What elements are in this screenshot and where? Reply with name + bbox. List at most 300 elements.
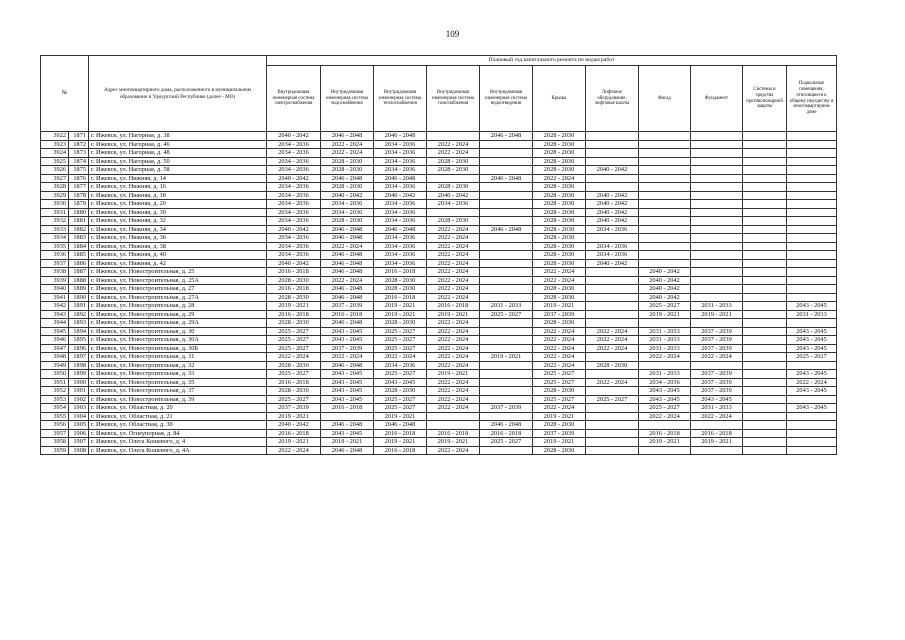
repair-period-cell: 2028 - 2030: [533, 225, 586, 234]
repair-period-cell: 2046 - 2048: [321, 421, 374, 430]
repair-schedule-table: [40, 55, 837, 455]
repair-period-cell: [743, 242, 787, 251]
repair-period-cell: 2016 - 2018: [374, 293, 427, 302]
repair-period-cell: 2043 - 2045: [787, 404, 837, 413]
repair-period-cell: 2043 - 2045: [787, 387, 837, 396]
column-header-work-type: Подвальные помещения, относящиеся к общему имуществу в многоквартирном доме: [787, 66, 837, 132]
repair-period-cell: 2040 - 2042: [267, 225, 321, 234]
repair-period-cell: [480, 319, 533, 328]
repair-period-cell: 2016 - 2018: [374, 268, 427, 277]
repair-period-cell: 2043 - 2045: [787, 302, 837, 311]
row-number: 3936: [41, 251, 69, 260]
repair-period-cell: 2034 - 2036: [374, 234, 427, 243]
repair-period-cell: 2028 - 2030: [533, 140, 586, 149]
repair-period-cell: 2043 - 2045: [639, 395, 691, 404]
repair-period-cell: 2022 - 2024: [427, 149, 480, 158]
repair-period-cell: 2028 - 2030: [374, 319, 427, 328]
repair-period-cell: [586, 157, 639, 166]
repair-period-cell: 2034 - 2036: [374, 166, 427, 175]
repair-period-cell: 2016 - 2018: [691, 429, 743, 438]
repair-period-cell: 2040 - 2042: [267, 132, 321, 141]
repair-period-cell: [480, 276, 533, 285]
repair-period-cell: 2028 - 2030: [427, 183, 480, 192]
building-address: г. Ижевск, ул. Олега Кошевого, д. 4А: [89, 446, 267, 455]
repair-period-cell: [743, 412, 787, 421]
repair-period-cell: [691, 200, 743, 209]
registry-number: 1896: [69, 344, 89, 353]
repair-period-cell: [586, 234, 639, 243]
repair-period-cell: [787, 225, 837, 234]
row-number: 3943: [41, 310, 69, 319]
repair-period-cell: 2025 - 2027: [374, 327, 427, 336]
repair-period-cell: 2022 - 2024: [533, 344, 586, 353]
repair-period-cell: 2025 - 2027: [374, 344, 427, 353]
repair-period-cell: [691, 361, 743, 370]
building-address: г. Ижевск, ул. Нагорная, д. 38: [89, 132, 267, 141]
repair-period-cell: 2022 - 2024: [427, 268, 480, 277]
repair-period-cell: [639, 421, 691, 430]
repair-period-cell: 2028 - 2030: [533, 191, 586, 200]
page-number: 109: [445, 29, 460, 39]
repair-period-cell: 2016 - 2018: [480, 429, 533, 438]
repair-period-cell: 2028 - 2030: [533, 446, 586, 455]
repair-period-cell: 2037 - 2039: [533, 429, 586, 438]
repair-period-cell: 2028 - 2030: [533, 387, 586, 396]
repair-period-cell: [787, 183, 837, 192]
repair-period-cell: [586, 421, 639, 430]
repair-period-cell: [480, 166, 533, 175]
repair-period-cell: 2043 - 2045: [321, 395, 374, 404]
repair-period-cell: 2043 - 2045: [321, 370, 374, 379]
registry-number: 1899: [69, 370, 89, 379]
repair-period-cell: [586, 310, 639, 319]
row-number: 3926: [41, 166, 69, 175]
building-address: г. Ижевск, ул. Новостроительная, д. 25: [89, 268, 267, 277]
table-row: [41, 353, 837, 362]
repair-period-cell: [639, 208, 691, 217]
registry-number: 1908: [69, 446, 89, 455]
repair-period-cell: 2028 - 2030: [321, 166, 374, 175]
repair-period-cell: 2046 - 2048: [374, 225, 427, 234]
repair-period-cell: 2034 - 2036: [374, 361, 427, 370]
building-address: г. Ижевск, ул. Новостроительная, д. 28: [89, 302, 267, 311]
repair-period-cell: [743, 319, 787, 328]
table-row: [41, 234, 837, 243]
repair-period-cell: [480, 140, 533, 149]
repair-period-cell: 2022 - 2024: [533, 361, 586, 370]
building-address: г. Ижевск, ул. Нижняя, д. 38: [89, 242, 267, 251]
repair-period-cell: 2022 - 2024: [427, 446, 480, 455]
repair-period-cell: 2034 - 2036: [267, 183, 321, 192]
repair-period-cell: 2028 - 2030: [374, 276, 427, 285]
repair-period-cell: 2037 - 2039: [267, 404, 321, 413]
repair-period-cell: [787, 174, 837, 183]
repair-period-cell: [586, 404, 639, 413]
repair-period-cell: 2022 - 2024: [427, 242, 480, 251]
repair-period-cell: [586, 387, 639, 396]
repair-period-cell: 2022 - 2024: [533, 404, 586, 413]
repair-period-cell: 2034 - 2036: [267, 191, 321, 200]
repair-period-cell: [743, 183, 787, 192]
table-row: [41, 327, 837, 336]
repair-period-cell: 2034 - 2036: [586, 242, 639, 251]
repair-period-cell: 2019 - 2021: [691, 438, 743, 447]
repair-period-cell: [586, 438, 639, 447]
repair-period-cell: [743, 157, 787, 166]
repair-period-cell: 2034 - 2036: [267, 251, 321, 260]
repair-period-cell: 2034 - 2036: [267, 217, 321, 226]
repair-period-cell: 2025 - 2027: [480, 438, 533, 447]
repair-period-cell: 2016 - 2018: [267, 310, 321, 319]
repair-period-cell: 2034 - 2036: [267, 140, 321, 149]
repair-period-cell: 2025 - 2027: [374, 336, 427, 345]
registry-number: 1905: [69, 421, 89, 430]
repair-period-cell: 2028 - 2030: [533, 208, 586, 217]
row-number: 3931: [41, 208, 69, 217]
repair-period-cell: [787, 251, 837, 260]
building-address: г. Ижевск, ул. Олега Кошевого, д. 4: [89, 438, 267, 447]
repair-period-cell: 2022 - 2024: [533, 353, 586, 362]
table-row: [41, 183, 837, 192]
table-row: [41, 217, 837, 226]
building-address: г. Ижевск, ул. Новостроительная, д. 30А: [89, 336, 267, 345]
repair-period-cell: [639, 225, 691, 234]
repair-period-cell: 2046 - 2048: [480, 421, 533, 430]
repair-period-cell: [743, 404, 787, 413]
column-header-work-type: Внутридомовая инженерная система газоснабжения: [427, 66, 480, 132]
repair-period-cell: [480, 183, 533, 192]
column-header-work-type: Фундамент: [691, 66, 743, 132]
repair-period-cell: [691, 174, 743, 183]
repair-period-cell: [480, 200, 533, 209]
repair-period-cell: 2022 - 2024: [691, 353, 743, 362]
row-number: 3953: [41, 395, 69, 404]
repair-period-cell: 2019 - 2021: [267, 412, 321, 421]
repair-period-cell: 2037 - 2039: [480, 404, 533, 413]
repair-period-cell: [743, 387, 787, 396]
repair-period-cell: [480, 361, 533, 370]
repair-period-cell: 2040 - 2042: [639, 293, 691, 302]
repair-period-cell: 2040 - 2042: [586, 217, 639, 226]
registry-number: 1895: [69, 336, 89, 345]
repair-period-cell: 2025 - 2027: [639, 302, 691, 311]
repair-period-cell: 2028 - 2030: [267, 319, 321, 328]
column-header-work-type: Лифтовое оборудование, лифтовые шахты: [586, 66, 639, 132]
table-row: [41, 429, 837, 438]
repair-period-cell: 2043 - 2045: [639, 387, 691, 396]
registry-number: 1889: [69, 285, 89, 294]
repair-period-cell: [787, 200, 837, 209]
column-header-work-type: Внутридомовая инженерная система водоотведения: [480, 66, 533, 132]
column-header-work-type: Крыша: [533, 66, 586, 132]
repair-period-cell: 2022 - 2024: [586, 344, 639, 353]
repair-period-cell: [691, 259, 743, 268]
repair-period-cell: 2046 - 2048: [321, 361, 374, 370]
repair-period-cell: 2025 - 2027: [586, 395, 639, 404]
repair-period-cell: 2022 - 2024: [639, 353, 691, 362]
repair-period-cell: [586, 429, 639, 438]
repair-period-cell: 2046 - 2048: [321, 132, 374, 141]
row-number: 3939: [41, 276, 69, 285]
repair-period-cell: 2031 - 2033: [639, 344, 691, 353]
repair-period-cell: 2034 - 2036: [374, 242, 427, 251]
repair-period-cell: 2028 - 2030: [533, 319, 586, 328]
repair-period-cell: 2016 - 2018: [321, 404, 374, 413]
repair-period-cell: 2022 - 2024: [427, 344, 480, 353]
repair-period-cell: [787, 268, 837, 277]
repair-period-cell: 2046 - 2048: [321, 319, 374, 328]
repair-period-cell: 2025 - 2027: [639, 404, 691, 413]
registry-number: 1903: [69, 404, 89, 413]
repair-period-cell: 2040 - 2042: [586, 191, 639, 200]
repair-period-cell: [787, 438, 837, 447]
repair-period-cell: [743, 395, 787, 404]
table-row: [41, 395, 837, 404]
repair-period-cell: [427, 412, 480, 421]
building-address: г. Ижевск, ул. Нижняя, д. 32: [89, 217, 267, 226]
repair-period-cell: 2046 - 2048: [321, 174, 374, 183]
repair-period-cell: [427, 132, 480, 141]
row-number: 3934: [41, 234, 69, 243]
repair-period-cell: 2034 - 2036: [267, 242, 321, 251]
repair-period-cell: [639, 132, 691, 141]
repair-period-cell: [691, 149, 743, 158]
repair-period-cell: 2037 - 2039: [321, 344, 374, 353]
registry-number: 1871: [69, 132, 89, 141]
registry-number: 1876: [69, 174, 89, 183]
table-row: [41, 251, 837, 260]
repair-period-cell: [480, 387, 533, 396]
repair-period-cell: 2040 - 2042: [267, 174, 321, 183]
table-row: [41, 157, 837, 166]
repair-period-cell: [691, 183, 743, 192]
repair-period-cell: 2043 - 2045: [321, 336, 374, 345]
table-row: [41, 208, 837, 217]
repair-period-cell: 2028 - 2030: [533, 421, 586, 430]
repair-period-cell: 2034 - 2036: [374, 157, 427, 166]
repair-period-cell: 2025 - 2027: [374, 370, 427, 379]
repair-period-cell: [743, 429, 787, 438]
repair-period-cell: [586, 293, 639, 302]
repair-period-cell: [480, 285, 533, 294]
repair-period-cell: [691, 191, 743, 200]
repair-period-cell: 2022 - 2024: [533, 327, 586, 336]
repair-period-cell: 2022 - 2024: [321, 149, 374, 158]
repair-period-cell: 2025 - 2027: [374, 404, 427, 413]
repair-period-cell: 2031 - 2033: [691, 302, 743, 311]
building-address: г. Ижевск, ул. Новостроительная, д. 37: [89, 387, 267, 396]
column-header-work-type: Внутридомовая инженерная система водоснабжения: [321, 66, 374, 132]
repair-period-cell: 2028 - 2030: [374, 285, 427, 294]
repair-period-cell: 2040 - 2042: [639, 285, 691, 294]
repair-period-cell: 2028 - 2030: [267, 293, 321, 302]
repair-period-cell: [691, 293, 743, 302]
table-row: [41, 310, 837, 319]
repair-period-cell: 2028 - 2030: [533, 259, 586, 268]
repair-period-cell: 2019 - 2021: [321, 438, 374, 447]
row-number: 3937: [41, 259, 69, 268]
repair-period-cell: 2022 - 2024: [427, 387, 480, 396]
repair-period-cell: 2046 - 2048: [321, 446, 374, 455]
repair-period-cell: 2037 - 2039: [691, 387, 743, 396]
repair-period-cell: [787, 285, 837, 294]
repair-period-cell: 2025 - 2027: [533, 395, 586, 404]
row-number: 3933: [41, 225, 69, 234]
repair-period-cell: 2025 - 2027: [267, 344, 321, 353]
table-row: [41, 174, 837, 183]
repair-period-cell: [586, 302, 639, 311]
repair-period-cell: [586, 183, 639, 192]
repair-period-cell: 2022 - 2024: [691, 412, 743, 421]
repair-period-cell: 2028 - 2030: [321, 183, 374, 192]
building-address: г. Ижевск, ул. Новостроительная, д. 25А: [89, 276, 267, 285]
repair-period-cell: 2046 - 2048: [321, 234, 374, 243]
repair-period-cell: [480, 344, 533, 353]
repair-period-cell: [743, 166, 787, 175]
repair-period-cell: 2019 - 2021: [480, 353, 533, 362]
repair-period-cell: 2034 - 2036: [586, 225, 639, 234]
repair-period-cell: [691, 276, 743, 285]
repair-period-cell: 2022 - 2024: [586, 327, 639, 336]
repair-period-cell: 2016 - 2018: [267, 429, 321, 438]
repair-period-cell: 2028 - 2030: [533, 293, 586, 302]
repair-period-cell: 2037 - 2039: [691, 370, 743, 379]
registry-number: 1886: [69, 259, 89, 268]
building-address: г. Ижевск, ул. Нижняя, д. 36: [89, 234, 267, 243]
repair-period-cell: 2019 - 2021: [533, 302, 586, 311]
row-number: 3952: [41, 387, 69, 396]
table-row: [41, 438, 837, 447]
repair-period-cell: [743, 361, 787, 370]
repair-period-cell: [787, 217, 837, 226]
repair-period-cell: 2022 - 2024: [267, 446, 321, 455]
repair-period-cell: [480, 208, 533, 217]
repair-period-cell: 2028 - 2030: [267, 276, 321, 285]
repair-period-cell: [639, 166, 691, 175]
building-address: г. Ижевск, ул. Нагорная, д. 58: [89, 166, 267, 175]
repair-period-cell: 2040 - 2042: [267, 421, 321, 430]
column-group-header-plan-year: Плановый год капитального ремонта по видам работ: [267, 56, 837, 66]
repair-period-cell: 2022 - 2024: [787, 378, 837, 387]
building-address: г. Ижевск, ул. Нижняя, д. 18: [89, 191, 267, 200]
repair-period-cell: 2043 - 2045: [787, 336, 837, 345]
repair-period-cell: 2028 - 2030: [533, 251, 586, 260]
repair-period-cell: 2022 - 2024: [427, 140, 480, 149]
column-header-work-type: Фасад: [639, 66, 691, 132]
repair-period-cell: 2028 - 2030: [374, 387, 427, 396]
repair-period-cell: 2028 - 2030: [427, 217, 480, 226]
row-number: 3923: [41, 140, 69, 149]
row-number: 3938: [41, 268, 69, 277]
repair-period-cell: [480, 395, 533, 404]
repair-period-cell: [743, 208, 787, 217]
building-address: г. Ижевск, ул. Областная, д. 30: [89, 421, 267, 430]
repair-period-cell: 2022 - 2024: [267, 353, 321, 362]
repair-period-cell: [743, 259, 787, 268]
repair-period-cell: [787, 259, 837, 268]
repair-period-cell: [691, 234, 743, 243]
repair-period-cell: 2025 - 2027: [787, 353, 837, 362]
repair-period-cell: 2022 - 2024: [586, 378, 639, 387]
repair-period-cell: 2046 - 2048: [321, 259, 374, 268]
registry-number: 1887: [69, 268, 89, 277]
repair-period-cell: [743, 336, 787, 345]
repair-period-cell: [480, 234, 533, 243]
repair-period-cell: 2034 - 2036: [374, 208, 427, 217]
registry-number: 1880: [69, 208, 89, 217]
registry-number: 1893: [69, 319, 89, 328]
repair-period-cell: 2019 - 2021: [374, 310, 427, 319]
repair-period-cell: [787, 149, 837, 158]
row-number: 3929: [41, 191, 69, 200]
repair-period-cell: [743, 191, 787, 200]
repair-period-cell: [639, 251, 691, 260]
building-address: г. Ижевск, ул. Новостроительная, д. 30Б: [89, 344, 267, 353]
repair-period-cell: 2043 - 2045: [374, 378, 427, 387]
repair-period-cell: [691, 319, 743, 328]
repair-period-cell: [743, 200, 787, 209]
repair-period-cell: 2028 - 2030: [533, 234, 586, 243]
table-row: [41, 225, 837, 234]
repair-period-cell: [787, 242, 837, 251]
column-header-work-type: Системы и средства противопожарной защиты: [743, 66, 787, 132]
building-address: г. Ижевск, ул. Областная, д. 20: [89, 404, 267, 413]
repair-period-cell: 2034 - 2036: [267, 208, 321, 217]
building-address: г. Ижевск, ул. Нижняя, д. 34: [89, 225, 267, 234]
repair-period-cell: [639, 217, 691, 226]
building-address: г. Ижевск, ул. Новостроительная, д. 35: [89, 378, 267, 387]
repair-period-cell: 2022 - 2024: [533, 336, 586, 345]
repair-period-cell: [691, 208, 743, 217]
table-row: [41, 387, 837, 396]
table-row: [41, 285, 837, 294]
repair-period-cell: [586, 446, 639, 455]
repair-period-cell: 2022 - 2024: [427, 336, 480, 345]
repair-period-cell: 2016 - 2018: [427, 302, 480, 311]
repair-period-cell: [743, 421, 787, 430]
repair-period-cell: [691, 421, 743, 430]
repair-period-cell: 2046 - 2048: [480, 132, 533, 141]
registry-number: 1904: [69, 412, 89, 421]
repair-period-cell: [787, 191, 837, 200]
building-address: г. Ижевск, ул. Новостроительная, д. 33: [89, 370, 267, 379]
repair-period-cell: 2022 - 2024: [427, 327, 480, 336]
repair-period-cell: [480, 242, 533, 251]
column-header-work-type: Внутридомовая инженерная система электроснабжения: [267, 66, 321, 132]
repair-period-cell: 2022 - 2024: [427, 251, 480, 260]
repair-period-cell: [787, 395, 837, 404]
row-number: 3959: [41, 446, 69, 455]
repair-period-cell: 2031 - 2033: [639, 327, 691, 336]
registry-number: 1878: [69, 191, 89, 200]
repair-period-cell: 2022 - 2024: [374, 353, 427, 362]
table-row: [41, 370, 837, 379]
repair-period-cell: 2034 - 2036: [374, 149, 427, 158]
repair-period-cell: 2019 - 2021: [533, 438, 586, 447]
repair-period-cell: [743, 285, 787, 294]
row-number: 3951: [41, 378, 69, 387]
table-row: [41, 319, 837, 328]
repair-period-cell: [787, 446, 837, 455]
repair-period-cell: 2046 - 2048: [321, 225, 374, 234]
table-row: [41, 361, 837, 370]
column-header-work-type: Внутридомовая инженерная система теплоснабжения: [374, 66, 427, 132]
repair-period-cell: [586, 370, 639, 379]
repair-period-cell: 2022 - 2024: [533, 276, 586, 285]
table-row: [41, 132, 837, 141]
repair-period-cell: [787, 361, 837, 370]
repair-period-cell: [586, 412, 639, 421]
